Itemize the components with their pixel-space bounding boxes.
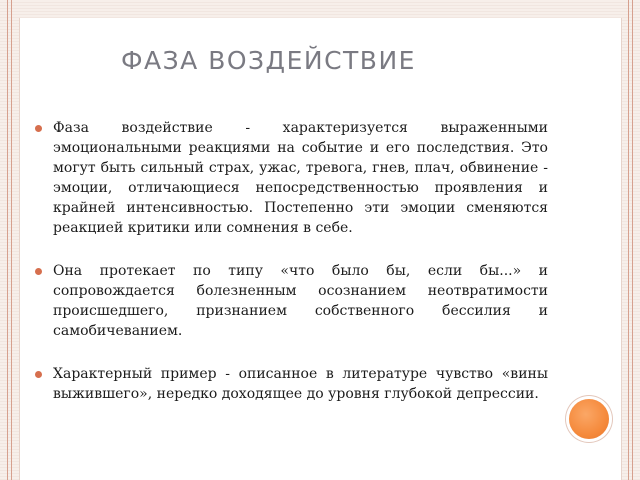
right-border-line bbox=[628, 0, 629, 480]
slide-title: ФАЗА ВОЗДЕЙСТВИЕ bbox=[121, 46, 416, 75]
bullet-dot-icon bbox=[35, 268, 42, 275]
bullet-text: Характерный пример - описанное в литературе чувство «вины выжившего», нередко доходящее до уровня глубокой депрессии. bbox=[53, 366, 548, 402]
bullet-dot-icon bbox=[35, 371, 42, 378]
bullet-list bbox=[34, 118, 548, 427]
bullet-item bbox=[34, 364, 548, 404]
bullet-text: Она протекает по типу «что было бы, если бы...» и сопровождается болезненным осознанием неотвратимости происшедшего, признанием собственного бессилия и самобичеванием. bbox=[53, 263, 548, 339]
decorative-circle-icon bbox=[569, 399, 609, 439]
bullet-dot-icon bbox=[35, 125, 42, 132]
bullet-item bbox=[34, 118, 548, 238]
left-border-line bbox=[11, 0, 12, 480]
bullet-item bbox=[34, 261, 548, 341]
bullet-text: Фаза воздействие - характеризуется выраженными эмоциональными реакциями на событие и его последствия. Это могут быть сильный страх, ужас, тревога, гнев, плач, обвинение - эмоции, отличающиеся непосредственностью проявления и крайней интенсивностью. Постепенно эти эмоции сменяются реакцией критики или сомнения в себе. bbox=[53, 120, 548, 236]
right-border-line bbox=[632, 0, 633, 480]
left-border-line bbox=[7, 0, 8, 480]
